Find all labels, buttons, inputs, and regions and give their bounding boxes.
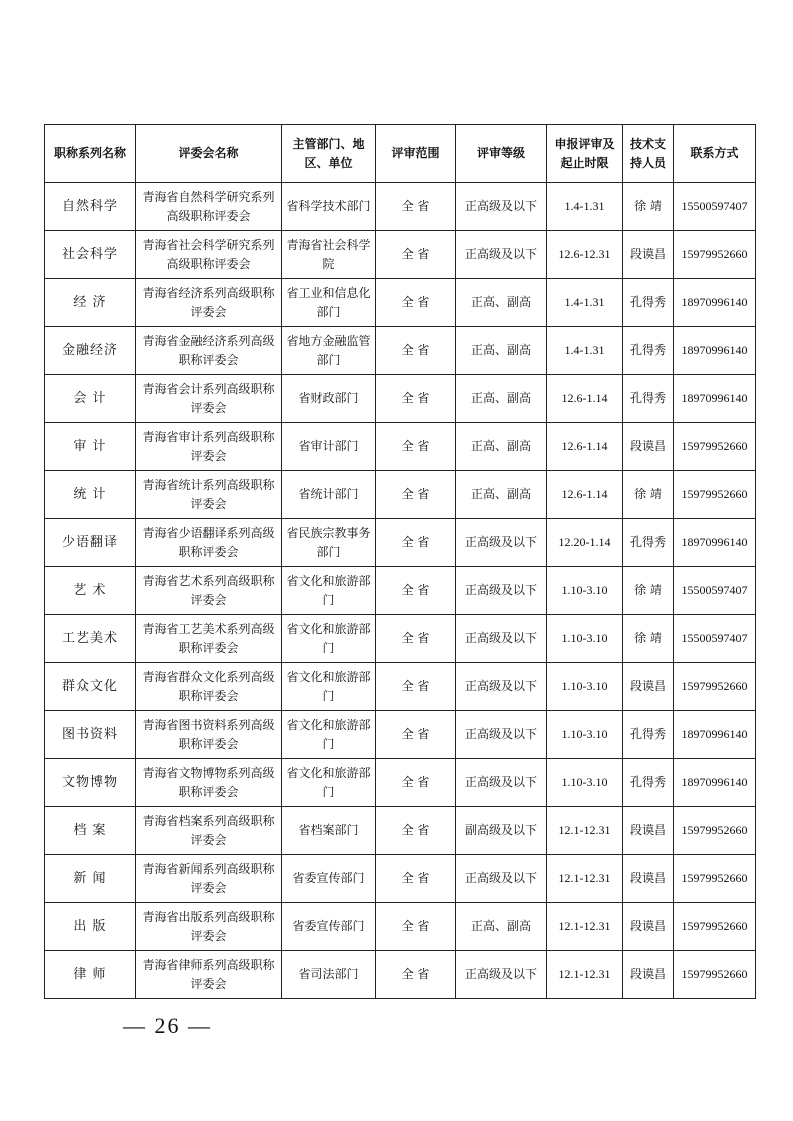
cell-scope: 全 省 [376, 663, 456, 711]
cell-scope: 全 省 [376, 519, 456, 567]
cell-committee: 青海省群众文化系列高级职称评委会 [136, 663, 282, 711]
table-row [45, 759, 756, 807]
cell-contact: 15500597407 [674, 615, 756, 663]
table-row [45, 615, 756, 663]
cell-dept: 省文化和旅游部门 [282, 711, 376, 759]
cell-scope: 全 省 [376, 471, 456, 519]
cell-contact: 18970996140 [674, 279, 756, 327]
table-row [45, 423, 756, 471]
cell-period: 1.4-1.31 [547, 327, 623, 375]
cell-contact: 15979952660 [674, 231, 756, 279]
cell-committee: 青海省审计系列高级职称评委会 [136, 423, 282, 471]
table-row [45, 951, 756, 999]
cell-level: 正高级及以下 [456, 183, 547, 231]
cell-scope: 全 省 [376, 807, 456, 855]
table-row [45, 279, 756, 327]
header-contact: 联系方式 [674, 125, 756, 183]
cell-level: 正高、副高 [456, 903, 547, 951]
cell-scope: 全 省 [376, 567, 456, 615]
cell-series: 会 计 [45, 375, 136, 423]
cell-series: 群众文化 [45, 663, 136, 711]
table-row [45, 567, 756, 615]
cell-series: 工艺美术 [45, 615, 136, 663]
cell-dept: 省文化和旅游部门 [282, 615, 376, 663]
cell-support: 孔得秀 [623, 711, 674, 759]
cell-scope: 全 省 [376, 951, 456, 999]
cell-contact: 15979952660 [674, 807, 756, 855]
cell-period: 1.10-3.10 [547, 759, 623, 807]
cell-scope: 全 省 [376, 231, 456, 279]
header-dept: 主管部门、地区、单位 [282, 125, 376, 183]
cell-level: 正高级及以下 [456, 759, 547, 807]
cell-support: 孔得秀 [623, 279, 674, 327]
cell-committee: 青海省自然科学研究系列高级职称评委会 [136, 183, 282, 231]
table-row [45, 375, 756, 423]
cell-support: 段谟昌 [623, 231, 674, 279]
header-level: 评审等级 [456, 125, 547, 183]
cell-level: 正高级及以下 [456, 663, 547, 711]
cell-scope: 全 省 [376, 711, 456, 759]
cell-level: 正高级及以下 [456, 615, 547, 663]
cell-support: 段谟昌 [623, 903, 674, 951]
cell-level: 正高、副高 [456, 471, 547, 519]
table-header-row [45, 125, 756, 183]
cell-period: 1.4-1.31 [547, 279, 623, 327]
cell-level: 正高、副高 [456, 279, 547, 327]
cell-level: 正高、副高 [456, 375, 547, 423]
table-row [45, 519, 756, 567]
cell-committee: 青海省工艺美术系列高级职称评委会 [136, 615, 282, 663]
header-support: 技术支持人员 [623, 125, 674, 183]
header-series: 职称系列名称 [45, 125, 136, 183]
cell-dept: 省委宣传部门 [282, 855, 376, 903]
cell-dept: 省司法部门 [282, 951, 376, 999]
cell-contact: 15979952660 [674, 423, 756, 471]
cell-dept: 省统计部门 [282, 471, 376, 519]
cell-contact: 18970996140 [674, 711, 756, 759]
cell-period: 12.6-1.14 [547, 471, 623, 519]
cell-support: 徐 靖 [623, 615, 674, 663]
page-number: — 26 — [123, 1013, 212, 1038]
cell-series: 审 计 [45, 423, 136, 471]
cell-period: 1.10-3.10 [547, 663, 623, 711]
cell-support: 段谟昌 [623, 663, 674, 711]
cell-support: 孔得秀 [623, 375, 674, 423]
cell-period: 12.1-12.31 [547, 807, 623, 855]
cell-dept: 省工业和信息化部门 [282, 279, 376, 327]
cell-series: 少语翻译 [45, 519, 136, 567]
cell-support: 段谟昌 [623, 855, 674, 903]
cell-series: 自然科学 [45, 183, 136, 231]
cell-contact: 18970996140 [674, 327, 756, 375]
header-committee: 评委会名称 [136, 125, 282, 183]
cell-series: 统 计 [45, 471, 136, 519]
cell-committee: 青海省金融经济系列高级职称评委会 [136, 327, 282, 375]
cell-dept: 青海省社会科学院 [282, 231, 376, 279]
cell-contact: 15500597407 [674, 183, 756, 231]
cell-scope: 全 省 [376, 279, 456, 327]
table-row [45, 231, 756, 279]
cell-dept: 省科学技术部门 [282, 183, 376, 231]
cell-level: 副高级及以下 [456, 807, 547, 855]
cell-dept: 省地方金融监管部门 [282, 327, 376, 375]
header-period: 申报评审及起止时限 [547, 125, 623, 183]
cell-committee: 青海省少语翻译系列高级职称评委会 [136, 519, 282, 567]
cell-support: 徐 靖 [623, 567, 674, 615]
cell-series: 艺 术 [45, 567, 136, 615]
cell-committee: 青海省图书资料系列高级职称评委会 [136, 711, 282, 759]
table-row [45, 807, 756, 855]
cell-support: 孔得秀 [623, 327, 674, 375]
cell-series: 经 济 [45, 279, 136, 327]
cell-dept: 省审计部门 [282, 423, 376, 471]
cell-support: 孔得秀 [623, 759, 674, 807]
cell-dept: 省文化和旅游部门 [282, 759, 376, 807]
table-row [45, 327, 756, 375]
cell-series: 社会科学 [45, 231, 136, 279]
cell-committee: 青海省出版系列高级职称评委会 [136, 903, 282, 951]
table-row [45, 855, 756, 903]
cell-dept: 省民族宗教事务部门 [282, 519, 376, 567]
cell-level: 正高级及以下 [456, 855, 547, 903]
cell-period: 1.10-3.10 [547, 615, 623, 663]
cell-contact: 18970996140 [674, 759, 756, 807]
cell-period: 12.6-1.14 [547, 423, 623, 471]
cell-contact: 15500597407 [674, 567, 756, 615]
cell-period: 12.20-1.14 [547, 519, 623, 567]
cell-contact: 15979952660 [674, 663, 756, 711]
cell-level: 正高、副高 [456, 423, 547, 471]
cell-series: 新 闻 [45, 855, 136, 903]
cell-series: 文物博物 [45, 759, 136, 807]
cell-support: 段谟昌 [623, 423, 674, 471]
cell-committee: 青海省经济系列高级职称评委会 [136, 279, 282, 327]
cell-committee: 青海省新闻系列高级职称评委会 [136, 855, 282, 903]
cell-support: 徐 靖 [623, 471, 674, 519]
cell-series: 档 案 [45, 807, 136, 855]
cell-period: 12.6-1.14 [547, 375, 623, 423]
table-row [45, 663, 756, 711]
cell-committee: 青海省艺术系列高级职称评委会 [136, 567, 282, 615]
cell-committee: 青海省社会科学研究系列高级职称评委会 [136, 231, 282, 279]
header-scope: 评审范围 [376, 125, 456, 183]
cell-committee: 青海省文物博物系列高级职称评委会 [136, 759, 282, 807]
cell-level: 正高级及以下 [456, 711, 547, 759]
cell-dept: 省文化和旅游部门 [282, 663, 376, 711]
cell-scope: 全 省 [376, 903, 456, 951]
cell-contact: 15979952660 [674, 855, 756, 903]
cell-period: 1.4-1.31 [547, 183, 623, 231]
cell-contact: 15979952660 [674, 471, 756, 519]
cell-series: 金融经济 [45, 327, 136, 375]
cell-scope: 全 省 [376, 375, 456, 423]
cell-support: 段谟昌 [623, 807, 674, 855]
cell-committee: 青海省律师系列高级职称评委会 [136, 951, 282, 999]
cell-period: 1.10-3.10 [547, 711, 623, 759]
cell-support: 段谟昌 [623, 951, 674, 999]
table-row [45, 711, 756, 759]
cell-level: 正高、副高 [456, 327, 547, 375]
cell-scope: 全 省 [376, 759, 456, 807]
cell-level: 正高级及以下 [456, 231, 547, 279]
cell-contact: 15979952660 [674, 951, 756, 999]
cell-dept: 省财政部门 [282, 375, 376, 423]
cell-period: 12.1-12.31 [547, 855, 623, 903]
cell-scope: 全 省 [376, 327, 456, 375]
cell-series: 出 版 [45, 903, 136, 951]
cell-contact: 18970996140 [674, 375, 756, 423]
cell-dept: 省档案部门 [282, 807, 376, 855]
cell-support: 徐 靖 [623, 183, 674, 231]
qualification-table [44, 124, 756, 999]
cell-scope: 全 省 [376, 423, 456, 471]
table-row [45, 471, 756, 519]
cell-level: 正高级及以下 [456, 951, 547, 999]
cell-contact: 15979952660 [674, 903, 756, 951]
cell-committee: 青海省统计系列高级职称评委会 [136, 471, 282, 519]
cell-level: 正高级及以下 [456, 519, 547, 567]
cell-contact: 18970996140 [674, 519, 756, 567]
cell-series: 图书资料 [45, 711, 136, 759]
cell-period: 12.1-12.31 [547, 951, 623, 999]
cell-scope: 全 省 [376, 855, 456, 903]
cell-period: 12.1-12.31 [547, 903, 623, 951]
cell-support: 孔得秀 [623, 519, 674, 567]
table-row [45, 183, 756, 231]
cell-scope: 全 省 [376, 183, 456, 231]
cell-committee: 青海省档案系列高级职称评委会 [136, 807, 282, 855]
cell-period: 1.10-3.10 [547, 567, 623, 615]
cell-series: 律 师 [45, 951, 136, 999]
cell-dept: 省委宣传部门 [282, 903, 376, 951]
table-row [45, 903, 756, 951]
cell-scope: 全 省 [376, 615, 456, 663]
cell-committee: 青海省会计系列高级职称评委会 [136, 375, 282, 423]
cell-period: 12.6-12.31 [547, 231, 623, 279]
cell-dept: 省文化和旅游部门 [282, 567, 376, 615]
cell-level: 正高级及以下 [456, 567, 547, 615]
